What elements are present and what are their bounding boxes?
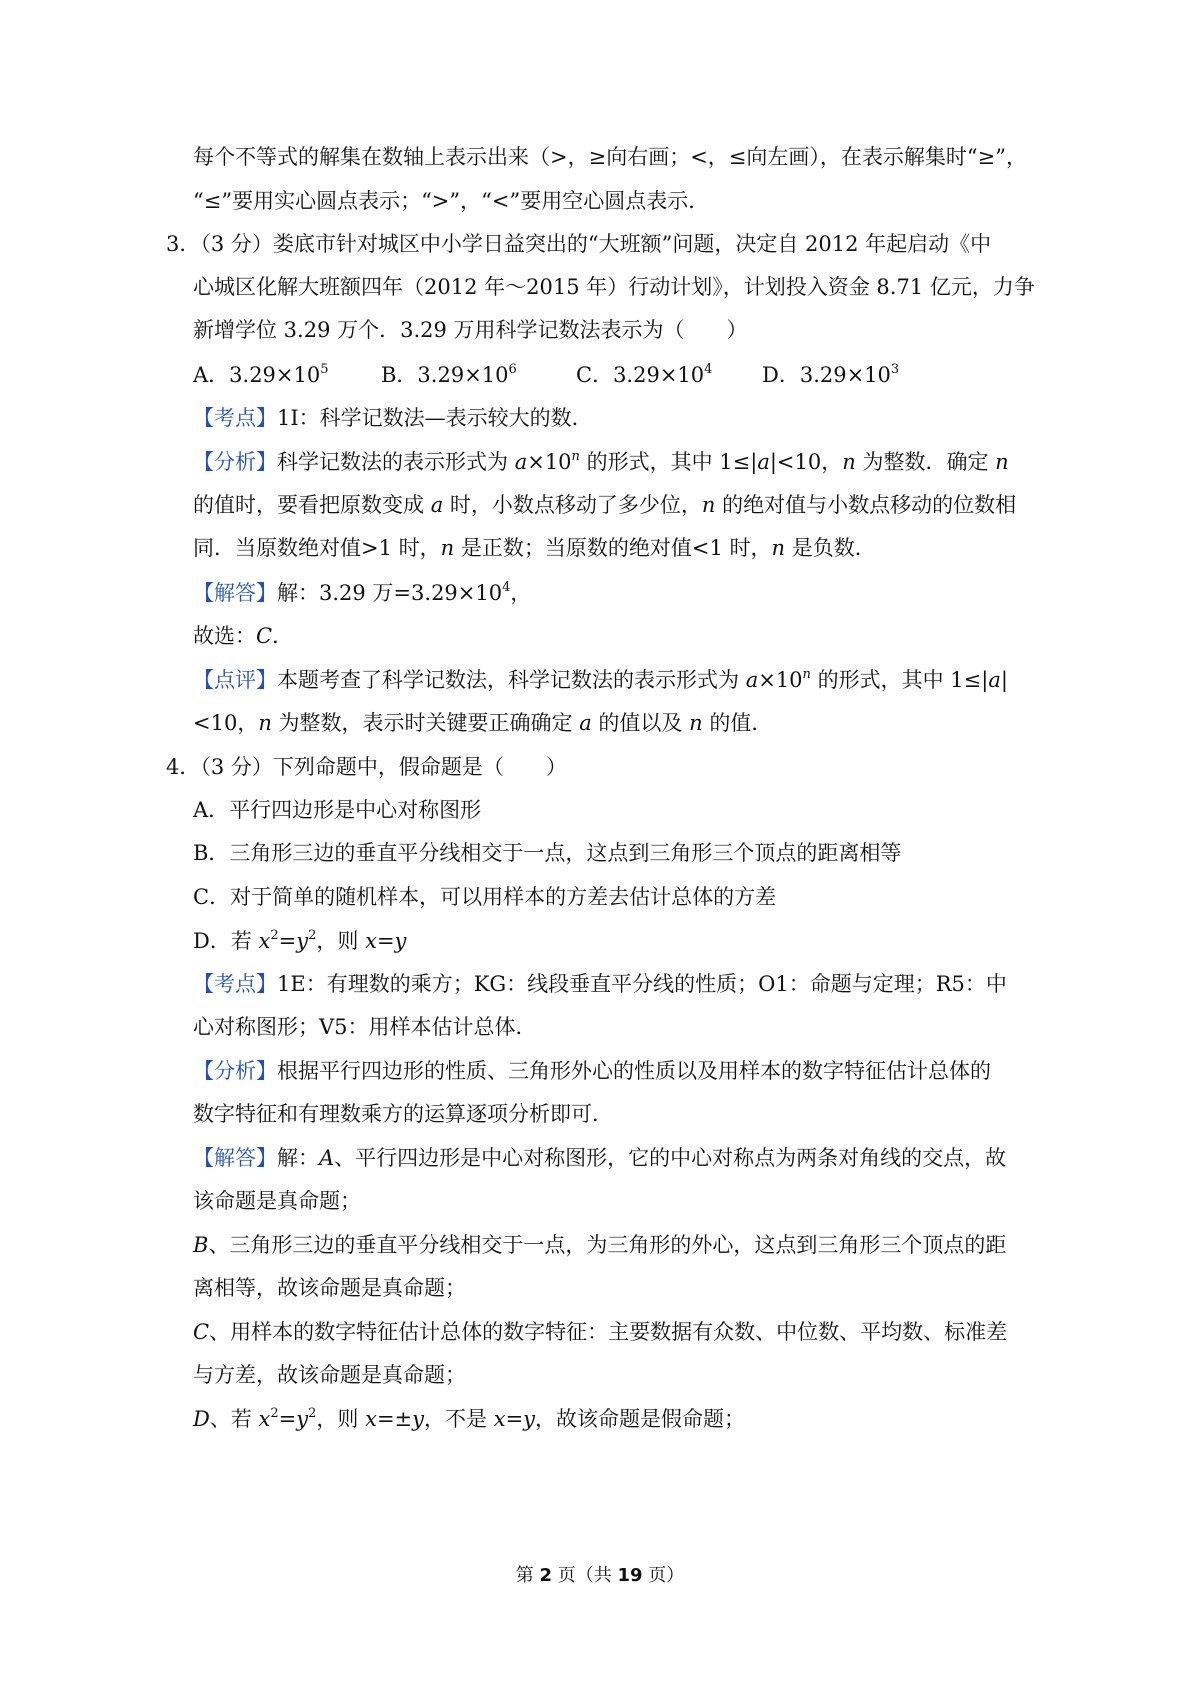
q3-kaodian (193, 403, 593, 433)
q3-fenxi-line-2 (193, 490, 1016, 520)
math-exp: 2 (308, 1406, 317, 1421)
text-run: |<10， (769, 450, 843, 474)
math-var: y (394, 929, 407, 953)
q4-jieda-line-4: 离相等，故该命题是真命题； (193, 1276, 466, 1300)
math-var: n (771, 536, 786, 560)
math-exp: n (571, 449, 580, 464)
text-run: = (278, 929, 297, 953)
math-exp: n (802, 667, 811, 682)
q4-jieda-line-5 (193, 1317, 1007, 1347)
answer-letter: C (256, 624, 273, 648)
text-run: 的形式，其中 1≤| (579, 450, 758, 474)
text-run: 为整数．确定 (855, 450, 996, 474)
text-run: | (1000, 668, 1008, 692)
q3-stem-line-2: 心城区化解大班额四年（2012 年～2015 年）行动计划》，计划投入资金 8.71 亿元，力争 (193, 275, 1035, 299)
q4-fenxi-line-2: 数字特征和有理数乘方的运算逐项分析即可． (193, 1102, 613, 1126)
text-run: 、用样本的数字特征估计总体的数字特征：主要数据有众数、中位数、平均数、标准差 (209, 1320, 1008, 1344)
q4-jieda-line-6: 与方差，故该命题是真命题； (193, 1363, 466, 1387)
q3-option-c-exp: 4 (704, 362, 713, 377)
math-var: x (258, 929, 271, 953)
math-exp: 4 (502, 580, 511, 595)
math-var: a (579, 711, 592, 735)
math-exp: 2 (270, 1406, 279, 1421)
text-run: ，故该命题是假命题； (535, 1407, 746, 1431)
text-run: 解：3.29 万=3.29×10 (277, 581, 503, 605)
q3-option-a-text: A．3.29×10 (193, 363, 321, 387)
text-run: 、三角形三边的垂直平分线相交于一点，为三角形的外心，这点到三角形三个顶点的距 (208, 1233, 1007, 1257)
q4-jieda-line-7 (193, 1404, 745, 1434)
q3-fenxi-line-1 (193, 447, 1009, 477)
text-run: 、若 (209, 1407, 259, 1431)
text-run: ． (272, 624, 294, 648)
q3-option-c-text: C．3.29×10 (576, 363, 705, 387)
q4-kaodian-line-2: 心对称图形；V5：用样本估计总体． (193, 1015, 537, 1039)
text-run: 1E：有理数的乘方；KG：线段垂直平分线的性质；O1：命题与定理；R5：中 (277, 972, 1007, 996)
math-var: y (523, 1407, 536, 1431)
math-var: x (493, 1407, 506, 1431)
kaodian-tag: 【考点】 (193, 406, 277, 430)
text-run: <10， (193, 711, 259, 735)
option-letter: B (193, 1233, 209, 1257)
text-run: 故选： (193, 624, 256, 648)
text-run: 本题考查了科学记数法，科学记数法的表示形式为 (277, 668, 746, 692)
fenxi-tag: 【分析】 (193, 1059, 277, 1083)
q3-option-a (193, 360, 329, 390)
math-var: a (514, 450, 528, 474)
kaodian-tag: 【考点】 (193, 972, 277, 996)
math-var: a (745, 668, 759, 692)
q4-jieda-line-2: 该命题是真命题； (193, 1189, 361, 1213)
math-exp: 2 (270, 928, 279, 943)
text-run: = (505, 1407, 524, 1431)
text-run: ， (510, 581, 532, 605)
q3-fenxi-line-3 (193, 533, 876, 563)
math-var: x (258, 1407, 271, 1431)
text-run: ，不是 (424, 1407, 494, 1431)
text-run: 的形式，其中 1≤| (810, 668, 989, 692)
text-run: 时，小数点移动了多少位， (443, 493, 702, 517)
math-var: x (365, 1407, 377, 1431)
option-letter: A (319, 1146, 335, 1170)
math-var: y (296, 929, 309, 953)
q3-jieda (193, 578, 531, 608)
text-run: = (376, 929, 395, 953)
jieda-tag: 【解答】 (193, 581, 277, 605)
text-run: ，则 (316, 929, 366, 953)
math-var: y (296, 1407, 309, 1431)
math-var: n (842, 450, 856, 474)
q3-option-b (381, 360, 517, 390)
text-run: 的值时，要看把原数变成 (193, 493, 431, 517)
q3-option-b-exp: 6 (508, 362, 517, 377)
q3-option-a-exp: 5 (320, 362, 329, 377)
q4-jieda-line-1 (193, 1143, 1006, 1173)
kaodian-text: 1I：科学记数法—表示较大的数． (277, 406, 593, 430)
q3-option-d (762, 360, 899, 390)
q4-fenxi-line-1 (193, 1056, 991, 1086)
q4-option-b: B．三角形三边的垂直平分线相交于一点，这点到三角形三个顶点的距离相等 (193, 841, 902, 865)
footer-text: 页） (642, 1565, 685, 1586)
option-letter: D (193, 1407, 210, 1431)
q3-option-d-text: D．3.29×10 (762, 363, 891, 387)
math-var: n (258, 711, 272, 735)
page-footer (0, 1563, 1200, 1589)
math-var: n (995, 450, 1009, 474)
q3-option-b-text: B．3.29×10 (381, 363, 509, 387)
q4-kaodian-line-1 (193, 969, 1007, 999)
text-run: ×10 (527, 450, 572, 474)
q3-option-c (576, 360, 712, 390)
math-var: n (701, 493, 716, 517)
text-run: ，则 (316, 1407, 366, 1431)
math-var: y (412, 1407, 425, 1431)
footer-text: 第 (515, 1565, 540, 1586)
text-run: 的值以及 (591, 711, 690, 735)
dianping-tag: 【点评】 (193, 668, 277, 692)
q3-guxuan (193, 621, 293, 651)
text-run: 科学记数法的表示形式为 (277, 450, 515, 474)
q4-stem: 4．（3 分）下列命题中，假命题是（ ） (166, 755, 567, 779)
footer-text: 页（共 (552, 1565, 618, 1586)
intro-line-1: 每个不等式的解集在数轴上表示出来（>，≥向右画；<，≤向左画），在表示解集时“≥”， (193, 145, 1027, 169)
math-var: n (440, 536, 455, 560)
math-var: a (430, 493, 444, 517)
q3-stem-line-1: 3．（3 分）娄底市针对城区中小学日益突出的“大班额”问题，决定自 2012 年起启动《中 (166, 232, 992, 256)
text-run: 为整数，表示时关键要正确确定 (271, 711, 580, 735)
q3-dianping-line-1 (193, 665, 1008, 695)
q4-option-d (193, 926, 406, 956)
text-run: 、平行四边形是中心对称图形，它的中心对称点为两条对角线的交点，故 (334, 1146, 1007, 1170)
q3-dianping-line-2 (193, 708, 772, 738)
q4-option-c: C．对于简单的随机样本，可以用样本的方差去估计总体的方差 (193, 885, 777, 909)
q4-option-a: A．平行四边形是中心对称图形 (193, 798, 482, 822)
text-run: D．若 (193, 929, 259, 953)
text-run: 同．当原数绝对值>1 时， (193, 536, 441, 560)
text-run: =± (376, 1407, 413, 1431)
intro-line-2: “≤”要用实心圆点表示；“>”，“<”要用空心圆点表示． (193, 189, 710, 213)
text-run: ×10 (758, 668, 803, 692)
math-var: x (365, 929, 377, 953)
text-run: 的绝对值与小数点移动的位数相 (715, 493, 1017, 517)
math-exp: 2 (308, 928, 317, 943)
math-var: a (988, 668, 1001, 692)
math-var: n (689, 711, 703, 735)
text-run: 根据平行四边形的性质、三角形外心的性质以及用样本的数字特征估计总体的 (277, 1059, 991, 1083)
footer-page-number: 2 (539, 1565, 552, 1586)
text-run: 解： (277, 1146, 319, 1170)
text-run: = (278, 1407, 297, 1431)
math-var: a (757, 450, 770, 474)
fenxi-tag: 【分析】 (193, 450, 277, 474)
text-run: 是正数；当原数的绝对值<1 时， (454, 536, 772, 560)
q3-option-d-exp: 3 (890, 362, 900, 377)
q3-stem-line-3: 新增学位 3.29 万个．3.29 万用科学记数法表示为（ ） (193, 318, 748, 342)
footer-total-pages: 19 (617, 1565, 643, 1586)
q4-jieda-line-3 (193, 1230, 1006, 1260)
jieda-tag: 【解答】 (193, 1146, 277, 1170)
text-run: 是负数． (785, 536, 876, 560)
text-run: 的值． (702, 711, 773, 735)
option-letter: C (193, 1320, 210, 1344)
